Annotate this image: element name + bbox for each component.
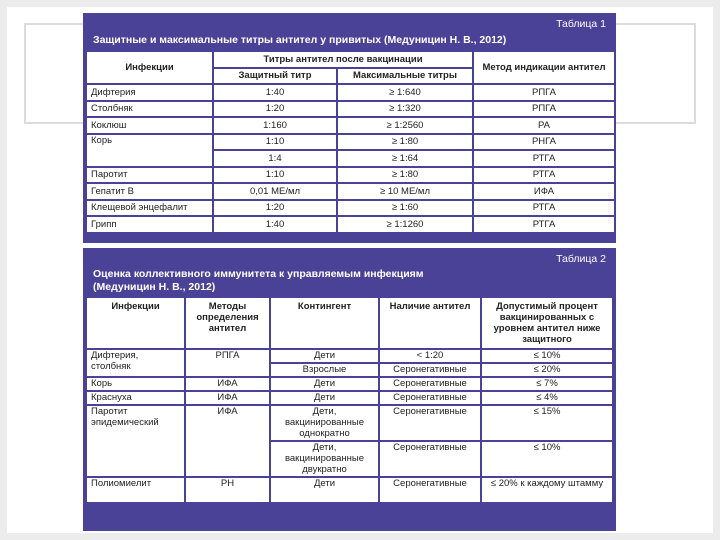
header-infection: Инфекции xyxy=(87,298,184,348)
cell-presence: Серонегативные xyxy=(380,442,480,476)
cell-infection: Гепатит В xyxy=(87,184,212,199)
cell-contingent: Взрослые xyxy=(271,364,378,376)
cell-allowed: ≤ 10% xyxy=(482,350,612,362)
cell-maximal: ≥ 1:60 xyxy=(338,201,472,216)
cell-allowed: ≤ 4% xyxy=(482,392,612,404)
cell-allowed: ≤ 7% xyxy=(482,378,612,390)
cell-method: РТГА xyxy=(474,151,614,166)
cell-method: ИФА xyxy=(186,406,269,476)
table-row xyxy=(87,168,614,183)
table-row xyxy=(87,392,612,404)
cell-presence: < 1:20 xyxy=(380,350,480,362)
cell-protective: 1:4 xyxy=(214,151,336,166)
cell-contingent: Дети xyxy=(271,392,378,404)
table-row xyxy=(87,118,614,133)
cell-infection: Корь xyxy=(87,135,212,166)
table-row xyxy=(87,184,614,199)
cell-protective: 1:40 xyxy=(214,85,336,100)
header-protective: Защитный титр xyxy=(214,69,336,84)
cell-contingent: Дети xyxy=(271,378,378,390)
table2-panel xyxy=(83,248,616,531)
cell-protective: 1:10 xyxy=(214,135,336,150)
cell-contingent: Дети xyxy=(271,350,378,362)
cell-protective: 1:20 xyxy=(214,102,336,117)
cell-method: РТГА xyxy=(474,217,614,232)
cell-allowed: ≤ 20% к каждому штамму xyxy=(482,478,612,502)
header-allowed: Допустимый процент вакцинированных с уровнем антител ниже защитного xyxy=(482,298,612,348)
cell-allowed: ≤ 15% xyxy=(482,406,612,440)
cell-infection: Столбняк xyxy=(87,102,212,117)
cell-method: ИФА xyxy=(474,184,614,199)
cell-method: РНГА xyxy=(474,135,614,150)
table1 xyxy=(85,50,616,234)
table-row xyxy=(87,85,614,100)
cell-method: РПГА xyxy=(186,350,269,376)
cell-maximal: ≥ 1:80 xyxy=(338,135,472,150)
header-method: Метод индикации антител xyxy=(474,52,614,83)
cell-infection: Дифтерия xyxy=(87,85,212,100)
cell-presence: Серонегативные xyxy=(380,406,480,440)
cell-method: РН xyxy=(186,478,269,502)
table-row xyxy=(87,478,612,502)
table2 xyxy=(85,296,614,504)
cell-method: ИФА xyxy=(186,392,269,404)
cell-maximal: ≥ 1:1260 xyxy=(338,217,472,232)
cell-maximal: ≥ 1:640 xyxy=(338,85,472,100)
cell-infection: Коклюш xyxy=(87,118,212,133)
cell-infection: Краснуха xyxy=(87,392,184,404)
cell-allowed: ≤ 10% xyxy=(482,442,612,476)
cell-protective: 1:160 xyxy=(214,118,336,133)
cell-method: РТГА xyxy=(474,201,614,216)
cell-allowed: ≤ 20% xyxy=(482,364,612,376)
table1-panel xyxy=(83,13,616,243)
table2-caption-line1: Оценка коллективного иммунитета к управляемым инфекциям xyxy=(93,268,424,280)
cell-maximal: ≥ 10 МЕ/мл xyxy=(338,184,472,199)
table2-caption-line2: (Медуницин Н. В., 2012) xyxy=(93,281,216,293)
cell-protective: 1:10 xyxy=(214,168,336,183)
cell-method: ИФА xyxy=(186,378,269,390)
cell-contingent: Дети, вакцинированные однократно xyxy=(271,406,378,440)
header-maximal: Максимальные титры xyxy=(338,69,472,84)
cell-infection: Грипп xyxy=(87,217,212,232)
cell-contingent: Дети xyxy=(271,478,378,502)
table-row xyxy=(87,135,614,150)
cell-presence: Серонегативные xyxy=(380,392,480,404)
cell-infection: Корь xyxy=(87,378,184,390)
cell-infection: Паротит эпидемический xyxy=(87,406,184,476)
cell-method: РПГА xyxy=(474,85,614,100)
table-row xyxy=(87,378,612,390)
header-methods: Методы определения антител xyxy=(186,298,269,348)
cell-method: РА xyxy=(474,118,614,133)
cell-method: РПГА xyxy=(474,102,614,117)
cell-maximal: ≥ 1:320 xyxy=(338,102,472,117)
table1-number: Таблица 1 xyxy=(556,18,606,30)
header-contingent: Контингент xyxy=(271,298,378,348)
cell-protective: 0,01 МЕ/мл xyxy=(214,184,336,199)
cell-method: РТГА xyxy=(474,168,614,183)
cell-presence: Серонегативные xyxy=(380,478,480,502)
cell-infection: Полиомиелит xyxy=(87,478,184,502)
header-titers: Титры антител после вакцинации xyxy=(214,52,472,67)
cell-contingent: Дети, вакцинированные двукратно xyxy=(271,442,378,476)
cell-infection: Клещевой энцефалит xyxy=(87,201,212,216)
table-row xyxy=(87,406,612,440)
cell-maximal: ≥ 1:64 xyxy=(338,151,472,166)
cell-presence: Серонегативные xyxy=(380,378,480,390)
table-row xyxy=(87,350,612,362)
header-infection: Инфекции xyxy=(87,52,212,83)
table-row xyxy=(87,217,614,232)
cell-protective: 1:40 xyxy=(214,217,336,232)
cell-presence: Серонегативные xyxy=(380,364,480,376)
cell-infection: Паротит xyxy=(87,168,212,183)
cell-infection: Дифтерия, столбняк xyxy=(87,350,184,376)
cell-protective: 1:20 xyxy=(214,201,336,216)
header-presence: Наличие антител xyxy=(380,298,480,348)
table2-number: Таблица 2 xyxy=(556,253,606,265)
table1-caption: Защитные и максимальные титры антител у привитых (Медуницин Н. В., 2012) xyxy=(93,34,507,46)
table-row xyxy=(87,102,614,117)
cell-maximal: ≥ 1:80 xyxy=(338,168,472,183)
table-row xyxy=(87,201,614,216)
cell-maximal: ≥ 1:2560 xyxy=(338,118,472,133)
